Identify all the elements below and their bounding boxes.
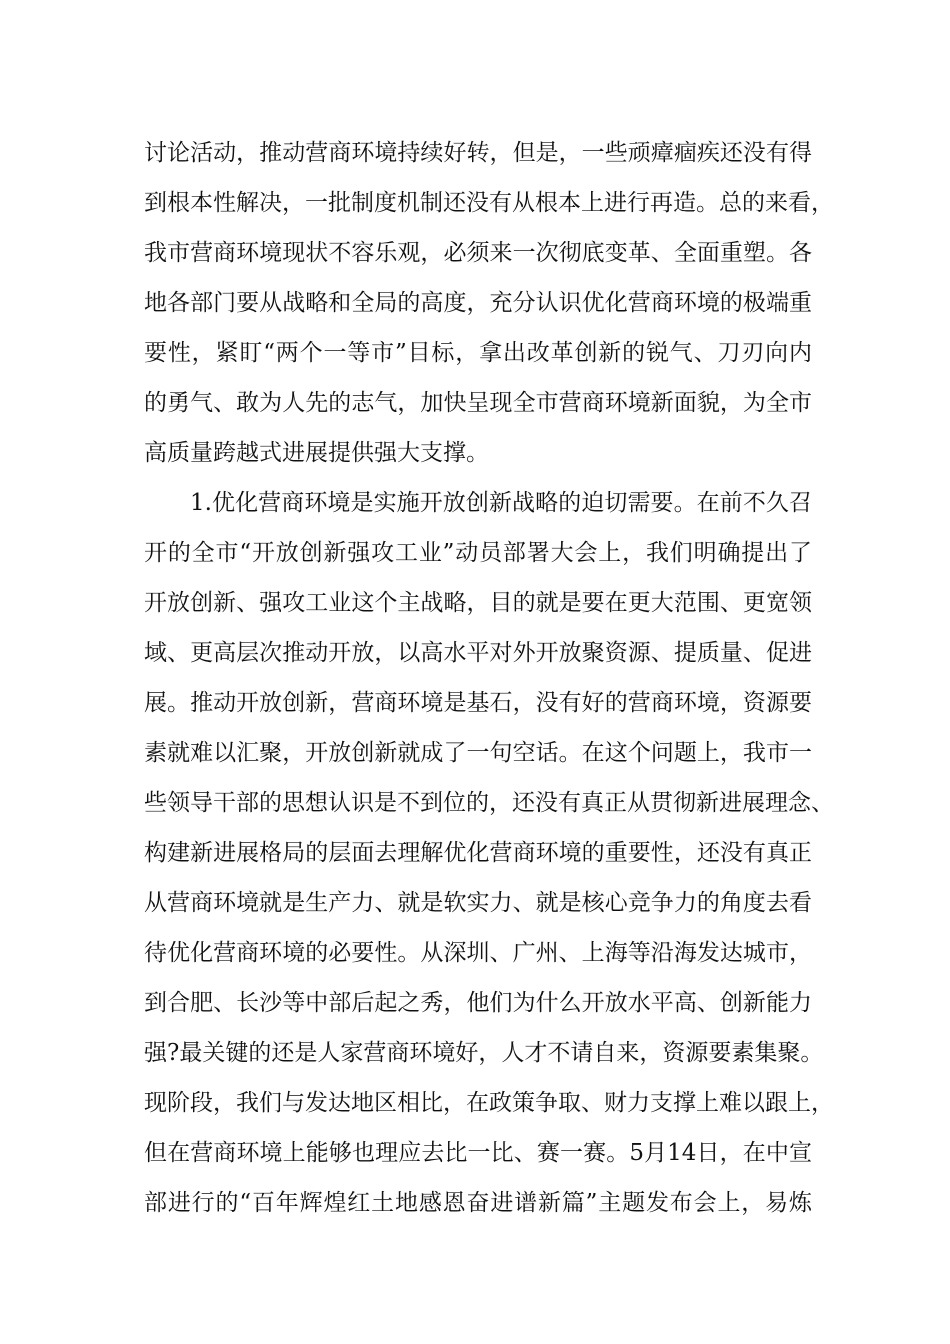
paragraph-line: 到合肥、长沙等中部后起之秀，他们为什么开放水平高、创新能力 [144,990,812,1016]
paragraph-line: 1.优化营商环境是实施开放创新战略的迫切需要。在前不久召 [190,490,812,516]
paragraph-line: 强?最关键的还是人家营商环境好，人才不请自来，资源要素集聚。 [144,1040,824,1066]
paragraph-line: 讨论活动，推动营商环境持续好转，但是，一些顽瘴痼疾还没有得 [144,140,812,166]
paragraph-line: 到根本性解决，一批制度机制还没有从根本上进行再造。总的来看， [144,190,834,216]
paragraph-line: 开的全市“开放创新强攻工业”动员部署大会上，我们明确提出了 [144,540,812,566]
paragraph-2 [144,478,834,1228]
paragraph-line: 域、更高层次推动开放，以高水平对外开放聚资源、提质量、促进 [144,640,812,666]
paragraph-line: 但在营商环境上能够也理应去比一比、赛一赛。5月14日，在中宣 [144,1140,812,1166]
paragraph-line: 开放创新、强攻工业这个主战略，目的就是要在更大范围、更宽领 [144,590,812,616]
paragraph-line: 些领导干部的思想认识是不到位的，还没有真正从贯彻新进展理念、 [144,790,834,816]
paragraph-line: 高质量跨越式进展提供强大支撑。 [144,440,489,466]
paragraph-line: 我市营商环境现状不容乐观，必须来一次彻底变革、全面重塑。各 [144,240,812,266]
paragraph-line: 待优化营商环境的必要性。从深圳、广州、上海等沿海发达城市， [144,940,812,966]
paragraph-line: 现阶段，我们与发达地区相比，在政策争取、财力支撑上难以跟上， [144,1090,834,1116]
document-body [144,128,834,1228]
paragraph-line: 从营商环境就是生产力、就是软实力、就是核心竞争力的角度去看 [144,890,812,916]
paragraph-line: 素就难以汇聚，开放创新就成了一句空话。在这个问题上，我市一 [144,740,812,766]
paragraph-line: 构建新进展格局的层面去理解优化营商环境的重要性，还没有真正 [144,840,812,866]
paragraph-line: 展。推动开放创新，营商环境是基石，没有好的营商环境，资源要 [144,690,812,716]
paragraph-line: 地各部门要从战略和全局的高度，充分认识优化营商环境的极端重 [144,290,812,316]
paragraph-line: 的勇气、敢为人先的志气，加快呈现全市营商环境新面貌，为全市 [144,390,812,416]
paragraph-1 [144,128,834,478]
paragraph-line: 要性，紧盯“两个一等市”目标，拿出改革创新的锐气、刀刃向内 [144,340,812,366]
paragraph-line: 部进行的“百年辉煌红土地感恩奋进谱新篇”主题发布会上，易炼 [144,1190,812,1216]
